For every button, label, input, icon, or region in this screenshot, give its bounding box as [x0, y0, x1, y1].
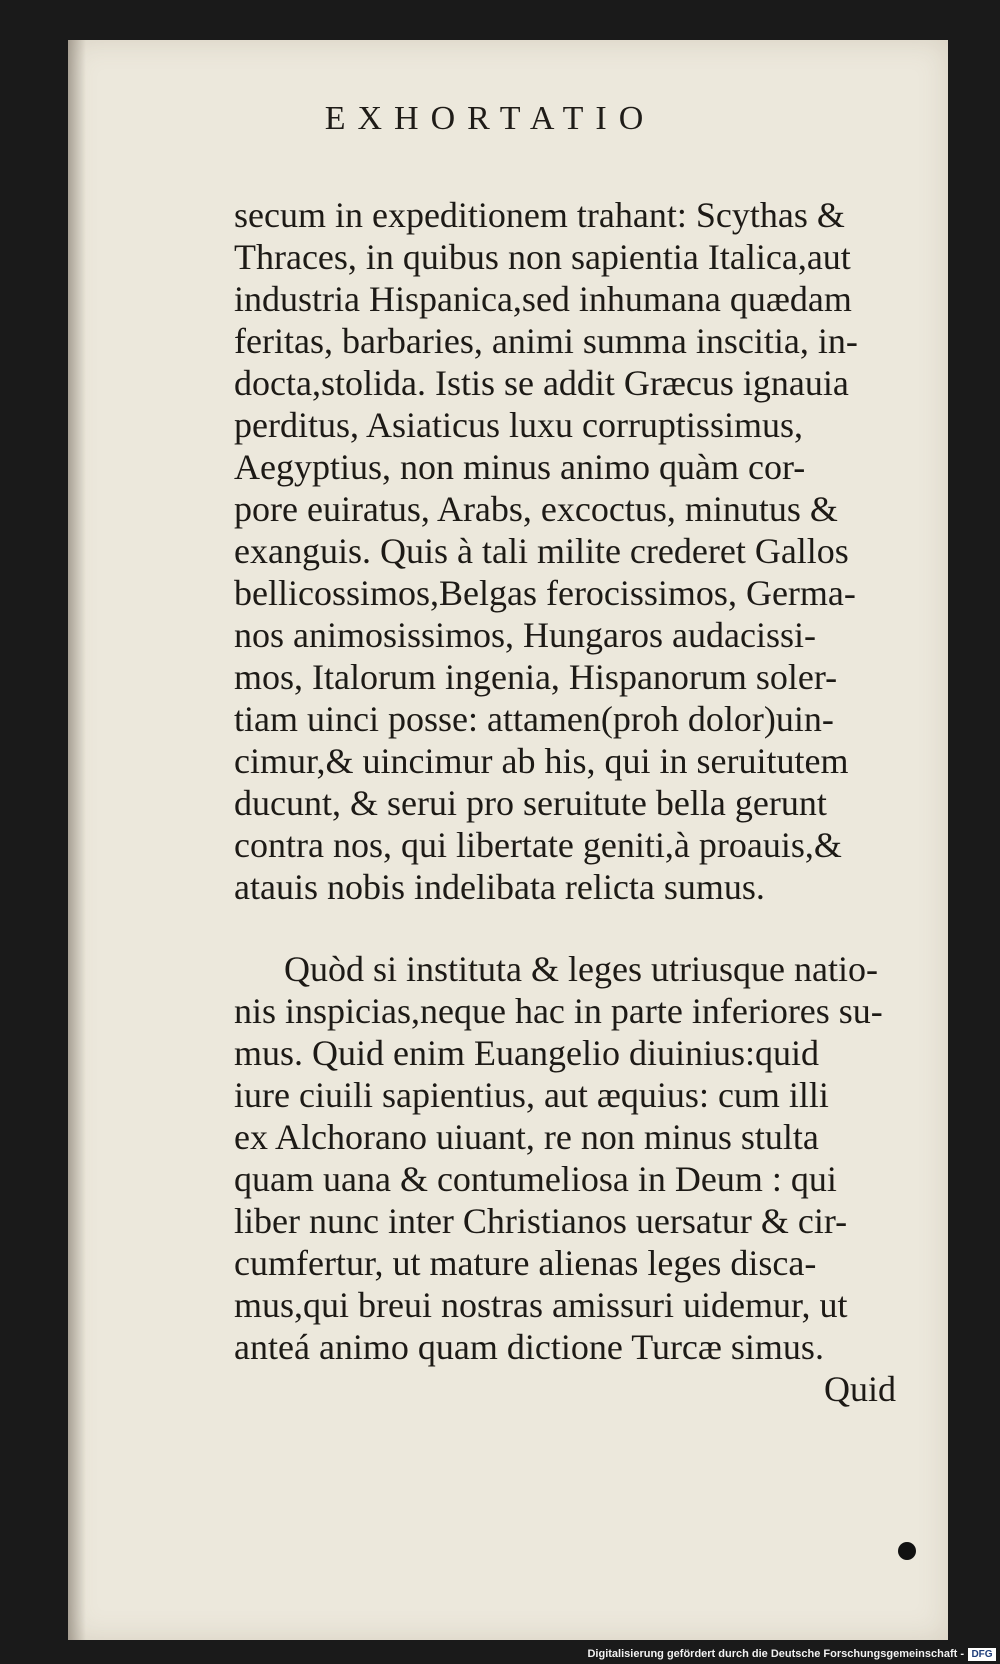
text-line: mus. Quid enim Euangelio diuinius:quid [234, 1033, 819, 1073]
text-line: anteá animo quam dictione Turcæ simus. [234, 1327, 824, 1367]
text-line: mus,qui breui nostras amissuri uidemur, ut [234, 1285, 848, 1325]
text-line: exanguis. Quis à tali milite crederet Gallos [234, 531, 849, 571]
footer-credit: Digitalisierung gefördert durch die Deutsche Forschungsgemeinschaft - [587, 1648, 964, 1660]
text-line: bellicossimos,Belgas ferocissimos, Germa- [234, 573, 856, 613]
text-block [234, 194, 954, 1410]
text-line: pore euiratus, Arabs, excoctus, minutus & [234, 489, 838, 529]
text-line: cimur,& uincimur ab his, qui in seruitutem [234, 741, 849, 781]
text-line: Thraces, in quibus non sapientia Italica,aut [234, 237, 851, 277]
text-line: feritas, barbaries, animi summa inscitia, in- [234, 321, 858, 361]
paragraph-gap [234, 908, 954, 948]
text-line: Quòd si instituta & leges utriusque natio- [284, 949, 878, 989]
text-line: secum in expeditionem trahant: Scythas & [234, 195, 845, 235]
running-head: EXHORTATIO [324, 100, 656, 137]
text-line: iure ciuili sapientius, aut æquius: cum illi [234, 1075, 829, 1115]
text-line: contra nos, qui libertate geniti,à proauis,& [234, 825, 842, 865]
text-line: liber nunc inter Christianos uersatur & cir- [234, 1201, 848, 1241]
text-line: quam uana & contumeliosa in Deum : qui [234, 1159, 837, 1199]
catchword: Quid [824, 1369, 896, 1409]
ink-dot-mark [898, 1542, 916, 1560]
dfg-logo: DFG [968, 1648, 996, 1661]
text-line: docta,stolida. Istis se addit Græcus ignauia [234, 363, 849, 403]
text-line: tiam uinci posse: attamen(proh dolor)uin- [234, 699, 834, 739]
text-line: industria Hispanica,sed inhumana quædam [234, 279, 852, 319]
text-line: cumfertur, ut mature alienas leges disca- [234, 1243, 817, 1283]
text-line: atauis nobis indelibata relicta sumus. [234, 867, 765, 907]
text-line: ducunt, & serui pro seruitute bella gerunt [234, 783, 827, 823]
text-line: Aegyptius, non minus animo quàm cor- [234, 447, 806, 487]
text-line: nis inspicias,neque hac in parte inferiores su- [234, 991, 883, 1031]
paragraph-2 [234, 948, 954, 1368]
spine-shadow [68, 40, 86, 1640]
text-line: nos animosissimos, Hungaros audacissi- [234, 615, 816, 655]
text-line: ex Alchorano uiuant, re non minus stulta [234, 1117, 819, 1157]
text-line: mos, Italorum ingenia, Hispanorum soler- [234, 657, 838, 697]
paragraph-1 [234, 194, 954, 908]
text-line: perditus, Asiaticus luxu corruptissimus, [234, 405, 803, 445]
